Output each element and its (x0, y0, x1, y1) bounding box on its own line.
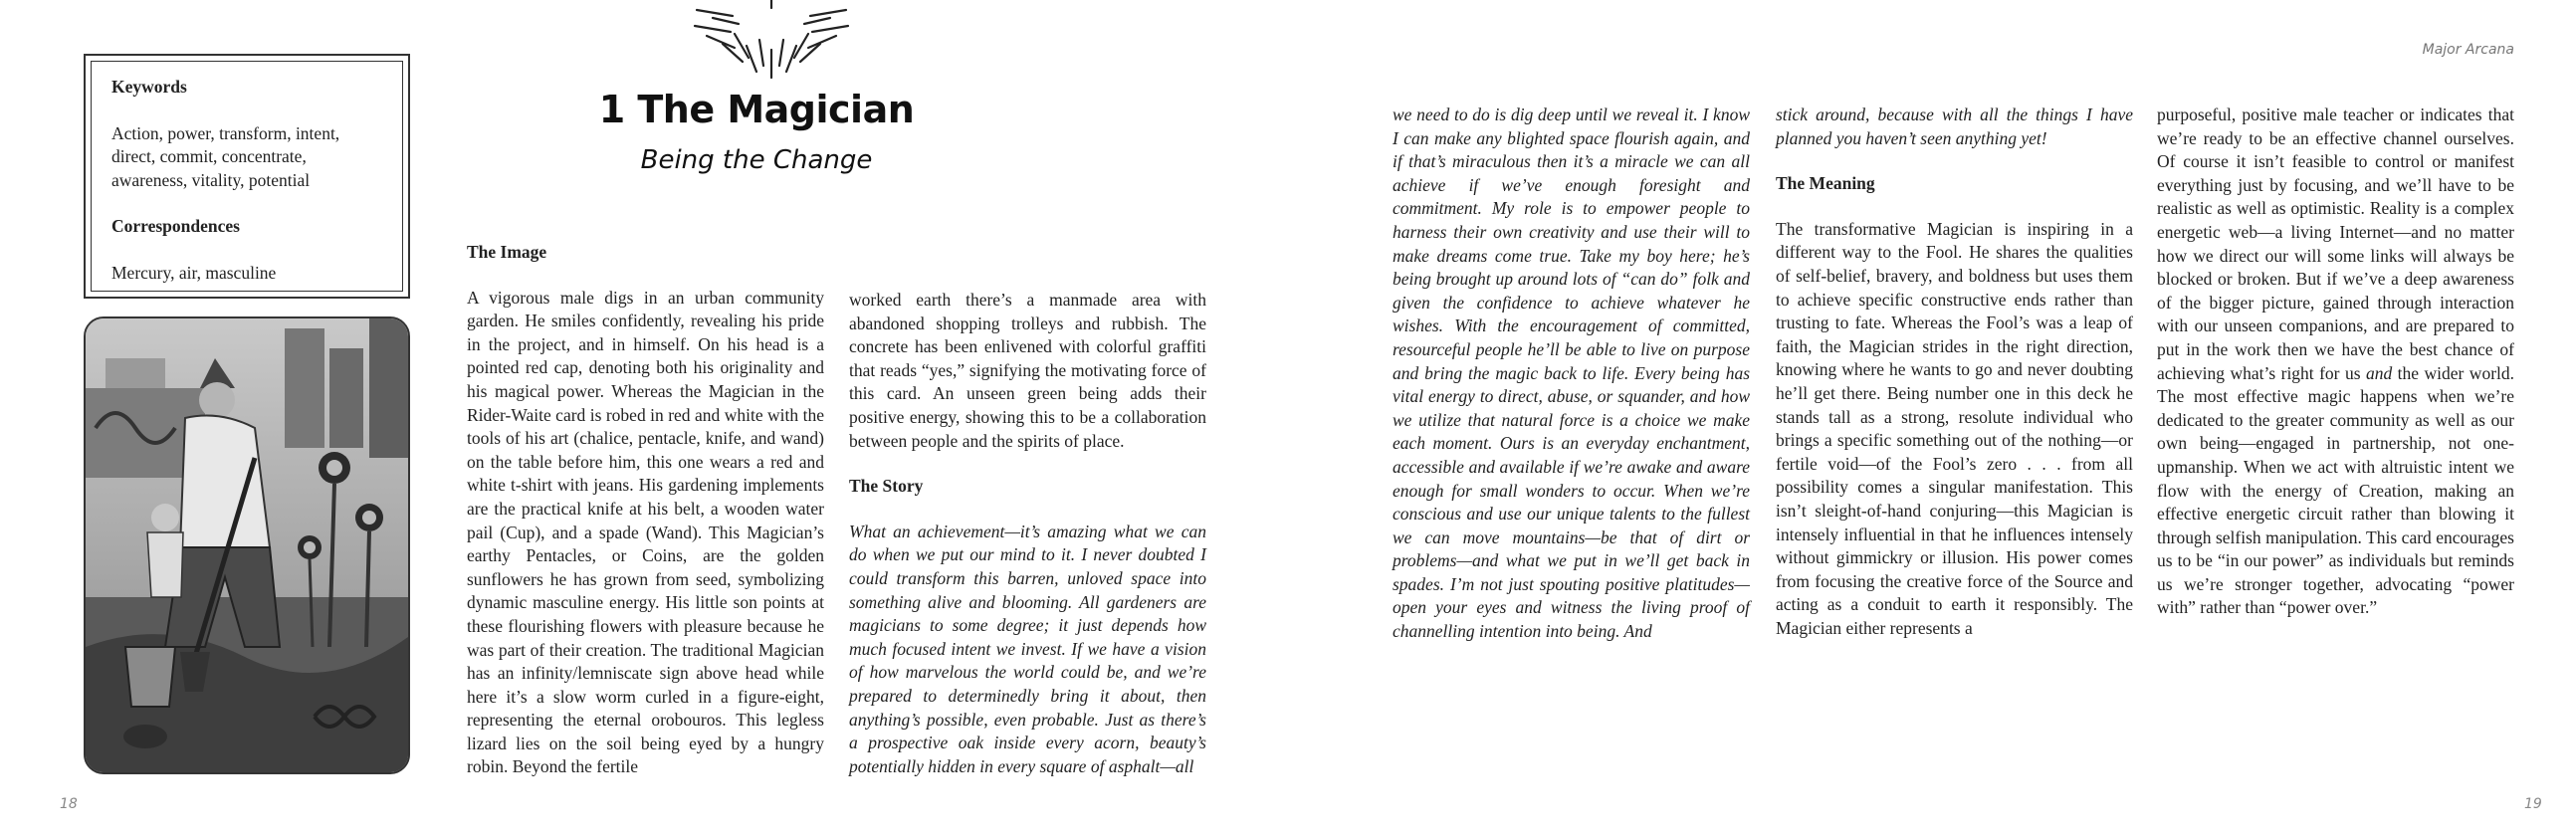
sunburst-ornament (687, 0, 856, 82)
card-title: 1 The Magician (598, 88, 915, 131)
meaning-text-emphasis: and (2365, 362, 2393, 383)
section-heading-meaning: The Meaning (1776, 173, 1875, 194)
meaning-text: The transformative Magician is inspiring in a different way to the Fool. He shares the qualities of self-belief, bravery, and boldness but uses them to achieve specific constructive ends rather than trusting to fate. Whereas the Fool’s was a leap of faith, the Magician strides in the right direction, knowing where he wants to go and never doubting he’ll get there. Being number one in this deck he stands tall as a strong, resolute individual who brings a specific something out of the nothing—or fertile void—of the Fool’s zero . . . from all possibility comes a singular manifestation. This isn’t sleight-of-hand conjuring—this Magician is intensely influential in that he influences intensely without gimmickry or illusion. His power comes from focusing the creative force of the Source and acting as a conduit to earth it responsibly. The Magician either represents a (1776, 218, 2133, 638)
meaning-text-continued (2157, 104, 2514, 620)
image-description-continued: worked earth there’s a manmade area with abandoned shopping trolleys and rubbish. The concrete has been enlivened with colorful graffiti that reads “yes,” signifying the motivating force of this card. An unseen green being adds their positive energy, showing this to be a collaboration between people and the spirits of place. (849, 290, 1206, 451)
meaning-text-part-b: the wider world. The most effective magic happens when we’re dedicated to the greater community as well as our own being—engaged in partnership, not one-upmanship. When we act with altruistic intent we flow with the energy of Creation, making an effective energetic circuit rather than blowing it through selfish manipulation. This card encourages us to be “in our power” as individuals but reminds us we’re stronger together, advocating “power with” rather than “power over.” (2157, 362, 2515, 618)
meaning-text-part-a: purposeful, positive male teacher or indicates that we’re ready to be an effective channel ourselves. Of course it isn’t feasible to control or manifest everything just by focusing, and we’ll have to be realistic as well as optimistic. Reality is a complex energetic web—a living Internet—and no matter how we direct our will some links will always be blocked or broken. But if we’ve a deep awareness of the bigger picture, gained through interaction with our unseen companions, and are prepared to put in the work then we have the best chance of achieving what’s right for us (2157, 105, 2514, 383)
magician-card-illustration (84, 316, 410, 774)
column-meaning (1776, 104, 2133, 640)
column-meaning-continued (2157, 104, 2514, 620)
keywords-text: Action, power, transform, intent, direct, commit, concentrate, awareness, vitality, potential (111, 122, 340, 190)
card-artwork (86, 318, 408, 772)
section-heading-image: The Image (467, 242, 547, 262)
image-description: A vigorous male digs in an urban community garden. He smiles confidently, revealing his pride in the project, and in himself. On his head is a pointed red cap, denoting both his originality and his magical power. Whereas the Magician in the Rider-Waite card is robed in red and white with the tools of his art (chalice, pentacle, knife, and wand) on the table before him, this one wears a red and white t-shirt with jeans. His gardening implements are the practical knife at his belt, a wooden water pail (Cup), and a spade (Wand). This Magician’s earthy Pentacles, or Coins, are the golden sunflowers he has grown from seed, symbolizing dynamic masculine energy. His little son points at these flourishing flowers with pleasure because he was part of their creation. The traditional Magician has an infinity/lemniscate sign above head while here it’s a slow worm curled in a figure-eight, representing the eternal orobouros. This legless lizard lies on the soil being eyed by a hungry robin. Beyond the fertile (467, 287, 824, 777)
card-subtitle: Being the Change (640, 145, 873, 175)
correspondences-text: Mercury, air, masculine (111, 262, 277, 283)
page-number-right: 19 (2524, 796, 2542, 812)
story-text-continued: we need to do is dig deep until we reveal it. I know I can make any blighted space flourish again, and if that’s miraculous then it’s a miracle we can all achieve if we’ve enough foresight and commitment. My role is to empower people to harness their own creativity and use their will to make dreams come true. Take my boy here; he’s being brought up around lots of “can do” folk and given the confidence to achieve whatever he wishes. With the encouragement of committed, resourceful people he’ll be able to live on purpose and bring the magic back to life. Every being has vital energy to direct, abuse, or squander, and how we utilize that natural force is a choice we make each moment. Ours is an everyday enchantment, accessible and available if we’re awake and aware enough for small wonders to occur. When we’re conscious and use our unique talents to the fullest we can move mountains—be that of dirt or problems—and what we put in we’ll get back in spades. I’m not just spouting positive platitudes—open your eyes and witness the living proof of channelling intention into being. And (1393, 105, 1750, 642)
page-number-left: 18 (60, 796, 78, 812)
keywords-heading: Keywords (111, 77, 187, 97)
correspondences-heading: Correspondences (111, 216, 240, 237)
running-header: Major Arcana (2422, 42, 2514, 58)
column-story-continued (1393, 104, 1750, 644)
section-heading-story: The Story (849, 476, 924, 497)
column-story (849, 289, 1206, 778)
column-image (467, 241, 824, 779)
keywords-box (84, 54, 410, 299)
story-text-end: stick around, because with all the things I have planned you haven’t seen anything yet! (1776, 105, 2133, 148)
story-text: What an achievement—it’s amazing what we can do when we put our mind to it. I never doubted I could transform this barren, unloved space into something alive and blooming. All gardeners are magicians to some degree; it just depends how much focused intent we invest. If we have a vision of how marvelous the world could be, and we’re prepared to determinedly bring it about, then anything’s possible, even probable. Just as there’s a prospective oak inside every acorn, beauty’s potentially hidden in every square of asphalt—all (849, 521, 1206, 776)
